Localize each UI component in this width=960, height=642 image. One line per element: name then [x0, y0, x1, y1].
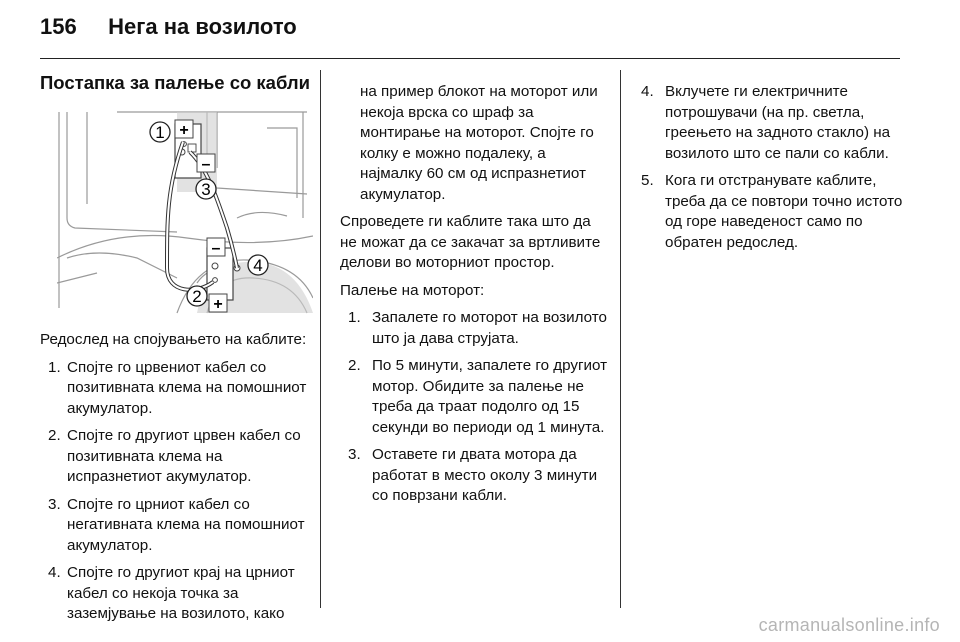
column-divider-1 [320, 70, 321, 608]
list-item: 2. По 5 минути, запалете го другиот мотор. Обидите за палење не треба да траат подолго од 15 секунди во периоди од 1 минута. [348, 357, 608, 436]
column-2 [340, 82, 608, 514]
starting-heading: Палење на моторот: [340, 281, 485, 299]
page-header [40, 14, 297, 40]
list-item: 3. Оставете ги двата мотора да работат в место околу 3 минути со поврзани кабли. [348, 446, 598, 504]
continuation-paragraph: на пример блокот на моторот или некоја врска со шраф за монтирање на моторот. Спојте го колку е можно подалеку, а најмалку 60 см од испразнетиот акумулатор. [360, 83, 598, 203]
column-divider-2 [620, 70, 621, 608]
starting-steps [340, 308, 608, 507]
jump-start-illustration [57, 108, 313, 314]
list-item: 4. Спојте го другиот крај на црниот кабел со некоја точка за заземјување на возилото, како [48, 564, 295, 622]
chapter-title: Нега на возилото [108, 14, 297, 39]
column-1 [40, 330, 316, 632]
intro-paragraph: Редослед на спојувањето на каблите: [40, 331, 307, 348]
list-item: 4. Вклучете ги електричните потрошувачи (на пр. светла, греењето на задното стакло) на возилото што се пали со кабли. [641, 83, 891, 162]
plus-label-2: + [213, 296, 223, 313]
callout-4: 4 [253, 256, 263, 275]
list-item: 1. Запалете го моторот на возилото што ја дава струјата. [348, 309, 607, 347]
minus-label-1: – [201, 156, 211, 173]
plus-label-1: + [179, 122, 189, 139]
minus-label-2: – [211, 240, 221, 257]
cable-routing-paragraph: Спроведете ги каблите така што да не можат да се закачат за вртливите делови во моторниот простор. [340, 213, 601, 271]
column-3 [641, 82, 911, 260]
callout-2: 2 [192, 287, 202, 306]
list-item: 5. Кога ги отстранувате каблите, треба да се повтори точно истото од горе наведеност само по обратен редослед. [641, 172, 903, 251]
connection-steps [40, 358, 316, 625]
callout-3: 3 [201, 180, 211, 199]
list-item: 2. Спојте го другиот црвен кабел со позитивната клема на испразнетиот акумулатор. [48, 427, 301, 485]
watermark: carmanualsonline.info [758, 615, 940, 635]
page-number: 156 [40, 14, 77, 39]
continued-steps [641, 82, 911, 253]
list-item: 1. Спојте го црвениот кабел со позитивната клема на помошниот акумулатор. [48, 358, 307, 417]
list-item: 3. Спојте го црниот кабел со негативната клема на помошниот акумулатор. [48, 495, 305, 554]
callout-1: 1 [155, 123, 165, 142]
header-rule [40, 58, 900, 59]
section-title: Постапка за палење со кабли [40, 72, 311, 93]
